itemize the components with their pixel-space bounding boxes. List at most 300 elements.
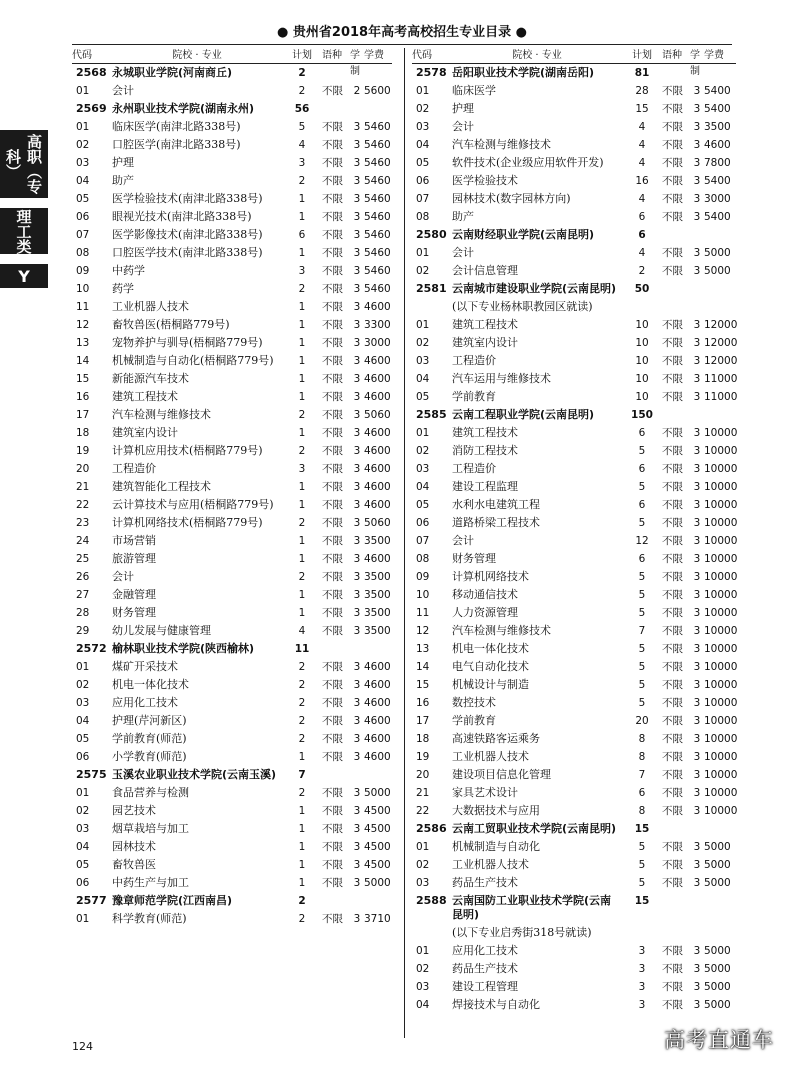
cell-name: 消防工程技术 (452, 444, 518, 457)
cell-fee: 12000 (704, 337, 738, 349)
cell-fee: 5400 (704, 211, 731, 223)
cell-plan: 10 (635, 337, 649, 349)
cell-fee: 10000 (704, 427, 738, 439)
cell-fee: 10000 (704, 697, 738, 709)
cell-name: 药学 (112, 282, 134, 295)
cell-plan: 8 (638, 751, 646, 763)
cell-lang (662, 408, 690, 422)
cell-lang: 不限 (322, 463, 343, 475)
cell-plan: 7 (638, 769, 646, 781)
cell-plan: 6 (638, 499, 646, 511)
cell-code: 24 (76, 535, 90, 547)
cell-code: 15 (76, 373, 90, 385)
cell-lang: 不限 (322, 265, 343, 277)
cell-fee: 4500 (364, 841, 391, 853)
cell-plan: 8 (638, 733, 646, 745)
cell-plan: 7 (298, 769, 306, 781)
cell-fee (704, 894, 744, 922)
cell-lang: 不限 (322, 823, 343, 835)
cell-name: 园艺技术 (112, 804, 156, 817)
major-row (412, 960, 736, 978)
cell-years: 3 (353, 265, 361, 277)
cell-years: 3 (693, 175, 701, 187)
cell-name: 高速铁路客运乘务 (452, 732, 540, 745)
cell-fee: 10000 (704, 481, 738, 493)
cell-fee (704, 408, 744, 422)
cell-code: 03 (76, 157, 90, 169)
cell-lang: 不限 (662, 733, 683, 745)
cell-years: 3 (353, 355, 361, 367)
cell-code: 01 (76, 121, 90, 133)
cell-fee (364, 768, 404, 782)
cell-years: 3 (693, 427, 701, 439)
cell-name: 建筑室内设计 (452, 336, 518, 349)
cell-lang: 不限 (662, 463, 683, 475)
cell-code: 03 (416, 463, 430, 475)
cell-name: 会计 (452, 246, 474, 259)
cell-fee: 5000 (364, 787, 391, 799)
cell-lang: 不限 (662, 319, 683, 331)
cell-name: 会计 (112, 84, 134, 97)
major-row (412, 874, 736, 892)
cell-name: (以下专业启秀街318号就读) (452, 926, 592, 939)
cell-plan: 2 (298, 445, 306, 457)
cell-years: 3 (693, 265, 701, 277)
cell-years: 3 (693, 103, 701, 115)
side-tabs (0, 130, 48, 288)
cell-plan: 16 (635, 175, 649, 187)
cell-code: 20 (76, 463, 90, 475)
cell-lang: 不限 (662, 571, 683, 583)
cell-fee: 7800 (704, 157, 731, 169)
cell-lang: 不限 (662, 373, 683, 385)
school-row (412, 892, 736, 924)
cell-fee: 5460 (364, 247, 391, 259)
cell-code: 05 (76, 733, 90, 745)
header-rule (72, 44, 732, 45)
cell-years: 3 (353, 661, 361, 673)
cell-fee: 3500 (364, 625, 391, 637)
cell-years: 3 (693, 247, 701, 259)
cell-plan: 3 (298, 157, 306, 169)
cell-lang: 不限 (662, 945, 683, 957)
school-row (72, 640, 392, 658)
cell-code: 02 (416, 103, 430, 115)
cell-plan: 15 (635, 103, 649, 115)
cell-lang: 不限 (662, 427, 683, 439)
major-row (72, 316, 392, 334)
cell-code: 01 (76, 661, 90, 673)
cell-fee: 10000 (704, 445, 738, 457)
cell-plan: 2 (298, 661, 306, 673)
cell-fee: 5060 (364, 517, 391, 529)
cell-years: 3 (693, 445, 701, 457)
cell-years: 3 (693, 553, 701, 565)
cell-fee: 4600 (364, 715, 391, 727)
major-row (412, 154, 736, 172)
cell-name: 幼儿发展与健康管理 (112, 624, 211, 637)
cell-lang: 不限 (662, 211, 683, 223)
cell-code: 11 (76, 301, 90, 313)
cell-years: 3 (693, 625, 701, 637)
cell-years (690, 408, 704, 422)
major-row (412, 604, 736, 622)
cell-name: 机电一体化技术 (452, 642, 529, 655)
cell-years: 3 (693, 211, 701, 223)
cell-plan: 1 (298, 823, 306, 835)
cell-lang (662, 66, 690, 80)
cell-years: 3 (693, 517, 701, 529)
cell-plan: 1 (298, 427, 306, 439)
cell-code: 18 (416, 733, 430, 745)
cell-fee: 3500 (364, 589, 391, 601)
cell-name: 工程造价 (112, 462, 156, 475)
cell-lang: 不限 (322, 589, 343, 601)
cell-years: 3 (693, 193, 701, 205)
major-row (412, 514, 736, 532)
cell-years: 3 (693, 963, 701, 975)
cell-plan: 1 (298, 841, 306, 853)
cell-name: 小学教育(师范) (112, 750, 187, 763)
major-row (412, 496, 736, 514)
cell-lang: 不限 (662, 193, 683, 205)
major-row (72, 838, 392, 856)
cell-lang: 不限 (322, 841, 343, 853)
cell-name: 畜牧兽医(梧桐路779号) (112, 318, 230, 331)
cell-plan: 4 (638, 139, 646, 151)
tab-letter: Y (0, 264, 48, 288)
school-row (72, 892, 392, 910)
cell-lang: 不限 (322, 805, 343, 817)
cell-years: 3 (353, 805, 361, 817)
major-row (72, 622, 392, 640)
cell-years: 3 (693, 337, 701, 349)
cell-years: 3 (693, 139, 701, 151)
cell-years: 3 (693, 481, 701, 493)
cell-years: 3 (353, 787, 361, 799)
cell-fee: 5460 (364, 229, 391, 241)
column-divider (404, 48, 405, 1038)
cell-fee: 5460 (364, 211, 391, 223)
cell-code: 2569 (76, 102, 107, 115)
cell-name: 移动通信技术 (452, 588, 518, 601)
cell-code: 2585 (416, 408, 447, 421)
cell-code: 01 (416, 85, 430, 97)
cell-code: 03 (416, 981, 430, 993)
cell-years: 3 (693, 121, 701, 133)
cell-years: 3 (693, 589, 701, 601)
cell-code: 02 (416, 445, 430, 457)
cell-lang: 不限 (662, 625, 683, 637)
cell-plan: 150 (631, 409, 653, 421)
cell-name: 建筑工程技术 (452, 426, 518, 439)
cell-lang: 不限 (322, 625, 343, 637)
cell-code: 02 (416, 963, 430, 975)
cell-years: 3 (353, 607, 361, 619)
major-row (72, 730, 392, 748)
school-row (72, 64, 392, 82)
cell-name: 云南财经职业学院(云南昆明) (452, 228, 595, 241)
cell-code: 01 (416, 945, 430, 957)
cell-name: 会计 (452, 534, 474, 547)
cell-plan: 1 (298, 247, 306, 259)
cell-years: 3 (353, 193, 361, 205)
cell-fee: 10000 (704, 787, 738, 799)
cell-fee: 10000 (704, 535, 738, 547)
cell-plan: 3 (298, 265, 306, 277)
major-row (72, 856, 392, 874)
cell-plan: 4 (638, 121, 646, 133)
cell-plan: 10 (635, 391, 649, 403)
header-code: 代码 (72, 50, 92, 61)
cell-plan: 56 (294, 103, 310, 115)
cell-name: 玉溪农业职业技术学院(云南玉溪) (112, 768, 277, 781)
major-row (412, 802, 736, 820)
header-lang: 语种 (662, 50, 682, 61)
cell-fee: 4500 (364, 805, 391, 817)
cell-lang: 不限 (322, 337, 343, 349)
major-row (72, 190, 392, 208)
cell-lang: 不限 (322, 85, 343, 97)
cell-years: 3 (353, 121, 361, 133)
cell-lang: 不限 (662, 139, 683, 151)
cell-name: 烟草栽培与加工 (112, 822, 189, 835)
cell-plan: 3 (638, 999, 646, 1011)
major-row (412, 334, 736, 352)
cell-years: 3 (353, 499, 361, 511)
cell-years: 3 (353, 175, 361, 187)
cell-plan: 8 (638, 805, 646, 817)
cell-plan: 10 (635, 355, 649, 367)
cell-plan: 1 (298, 373, 306, 385)
cell-name: 口腔医学技术(南津北路338号) (112, 246, 263, 259)
note-row (412, 298, 736, 316)
cell-fee: 10000 (704, 769, 738, 781)
cell-fee: 4600 (364, 355, 391, 367)
cell-lang: 不限 (662, 481, 683, 493)
cell-plan: 1 (298, 193, 306, 205)
cell-plan: 5 (638, 877, 646, 889)
cell-lang: 不限 (322, 733, 343, 745)
header-years: 学制 (690, 50, 700, 77)
cell-years: 3 (353, 445, 361, 457)
cell-fee: 5460 (364, 175, 391, 187)
cell-lang: 不限 (662, 121, 683, 133)
cell-fee (364, 66, 404, 80)
major-row (412, 676, 736, 694)
cell-fee (704, 228, 744, 242)
cell-plan: 2 (298, 913, 306, 925)
cell-lang (322, 102, 350, 116)
cell-name: 护理 (452, 102, 474, 115)
cell-name: 畜牧兽医 (112, 858, 156, 871)
major-row (412, 550, 736, 568)
cell-plan: 5 (638, 859, 646, 871)
cell-fee: 11000 (704, 391, 738, 403)
cell-lang: 不限 (662, 805, 683, 817)
cell-fee: 5000 (704, 945, 731, 957)
major-row (72, 874, 392, 892)
major-row (72, 298, 392, 316)
cell-code: 2580 (416, 228, 447, 241)
cell-fee: 10000 (704, 751, 738, 763)
cell-code: 21 (416, 787, 430, 799)
cell-code: 07 (416, 193, 430, 205)
major-row (412, 100, 736, 118)
cell-lang: 不限 (662, 679, 683, 691)
cell-plan: 5 (638, 679, 646, 691)
cell-fee: 5000 (704, 963, 731, 975)
cell-years (690, 822, 704, 836)
major-row (72, 460, 392, 478)
cell-plan: 5 (638, 481, 646, 493)
cell-years: 3 (353, 229, 361, 241)
cell-code: 01 (76, 787, 90, 799)
cell-fee: 5000 (704, 981, 731, 993)
cell-years: 3 (693, 157, 701, 169)
cell-code: 02 (416, 337, 430, 349)
cell-name: 建筑室内设计 (112, 426, 178, 439)
cell-years (350, 102, 364, 116)
cell-name: 岳阳职业技术学院(湖南岳阳) (452, 66, 595, 79)
cell-lang: 不限 (322, 877, 343, 889)
major-row (72, 118, 392, 136)
cell-lang: 不限 (322, 427, 343, 439)
major-row (72, 802, 392, 820)
cell-name: 会计信息管理 (452, 264, 518, 277)
cell-fee: 12000 (704, 319, 738, 331)
cell-years: 3 (353, 679, 361, 691)
cell-years: 3 (353, 373, 361, 385)
cell-fee: 10000 (704, 463, 738, 475)
major-row (412, 622, 736, 640)
cell-code: 19 (76, 445, 90, 457)
cell-fee (364, 894, 404, 908)
cell-fee: 5460 (364, 265, 391, 277)
cell-code: 04 (76, 175, 90, 187)
cell-years: 3 (693, 355, 701, 367)
right-table-body (412, 64, 736, 1014)
cell-years: 3 (693, 697, 701, 709)
cell-years: 3 (693, 319, 701, 331)
cell-name: 人力资源管理 (452, 606, 518, 619)
major-row (412, 748, 736, 766)
cell-name: 建设工程监理 (452, 480, 518, 493)
cell-fee: 3000 (364, 337, 391, 349)
cell-name: 水利水电建筑工程 (452, 498, 540, 511)
cell-code: 2581 (416, 282, 447, 295)
cell-name: 学前教育(师范) (112, 732, 187, 745)
cell-years: 3 (693, 805, 701, 817)
cell-fee: 4600 (364, 373, 391, 385)
header-name: 院校 · 专业 (172, 50, 222, 61)
cell-name: 药品生产技术 (452, 962, 518, 975)
major-row (412, 352, 736, 370)
cell-name: 永州职业技术学院(湖南永州) (112, 102, 255, 115)
cell-lang: 不限 (322, 499, 343, 511)
major-row (412, 658, 736, 676)
cell-fee: 4600 (364, 427, 391, 439)
major-row (412, 996, 736, 1014)
major-row (412, 316, 736, 334)
cell-name: 机械制造与自动化(梧桐路779号) (112, 354, 274, 367)
cell-years (350, 66, 364, 80)
cell-fee: 5000 (704, 265, 731, 277)
major-row (412, 942, 736, 960)
cell-lang: 不限 (322, 697, 343, 709)
major-row (72, 370, 392, 388)
cell-plan: 3 (638, 945, 646, 957)
cell-lang: 不限 (662, 661, 683, 673)
cell-plan: 2 (298, 409, 306, 421)
major-row (72, 280, 392, 298)
cell-lang: 不限 (662, 265, 683, 277)
cell-years: 3 (353, 301, 361, 313)
cell-plan: 1 (298, 499, 306, 511)
header-name: 院校 · 专业 (512, 50, 562, 61)
major-row (72, 586, 392, 604)
cell-lang: 不限 (662, 499, 683, 511)
cell-code: 22 (76, 499, 90, 511)
major-row (72, 910, 392, 928)
cell-plan: 10 (635, 319, 649, 331)
cell-years: 3 (353, 697, 361, 709)
cell-plan: 1 (298, 589, 306, 601)
cell-lang: 不限 (662, 355, 683, 367)
cell-years: 3 (693, 999, 701, 1011)
cell-years: 3 (693, 535, 701, 547)
cell-plan: 7 (638, 625, 646, 637)
major-row (72, 424, 392, 442)
cell-years (690, 282, 704, 296)
cell-lang: 不限 (322, 751, 343, 763)
major-row (72, 334, 392, 352)
cell-plan: 2 (298, 283, 306, 295)
cell-years: 3 (693, 607, 701, 619)
cell-name: 药品生产技术 (452, 876, 518, 889)
cell-name: 会计 (112, 570, 134, 583)
cell-code: 2578 (416, 66, 447, 79)
cell-lang: 不限 (662, 535, 683, 547)
cell-lang: 不限 (662, 337, 683, 349)
cell-code: 14 (76, 355, 90, 367)
cell-plan: 10 (635, 373, 649, 385)
cell-fee: 5400 (704, 175, 731, 187)
cell-lang: 不限 (322, 679, 343, 691)
cell-years: 3 (353, 841, 361, 853)
cell-code: 18 (76, 427, 90, 439)
cell-lang: 不限 (662, 589, 683, 601)
cell-code: 2572 (76, 642, 107, 655)
school-row (72, 100, 392, 118)
cell-name: 临床医学 (452, 84, 496, 97)
header-plan: 计划 (632, 50, 652, 61)
cell-years (350, 894, 364, 908)
cell-fee: 11000 (704, 373, 738, 385)
cell-code: 2586 (416, 822, 447, 835)
cell-years: 3 (693, 571, 701, 583)
cell-fee: 3500 (704, 121, 731, 133)
cell-code: 06 (76, 751, 90, 763)
cell-plan: 1 (298, 859, 306, 871)
major-row (412, 244, 736, 262)
cell-code: 03 (416, 121, 430, 133)
cell-name: 永城职业学院(河南商丘) (112, 66, 233, 79)
cell-name: 食品营养与检测 (112, 786, 189, 799)
cell-fee: 5000 (364, 877, 391, 889)
major-row (412, 172, 736, 190)
header-code: 代码 (412, 50, 432, 61)
